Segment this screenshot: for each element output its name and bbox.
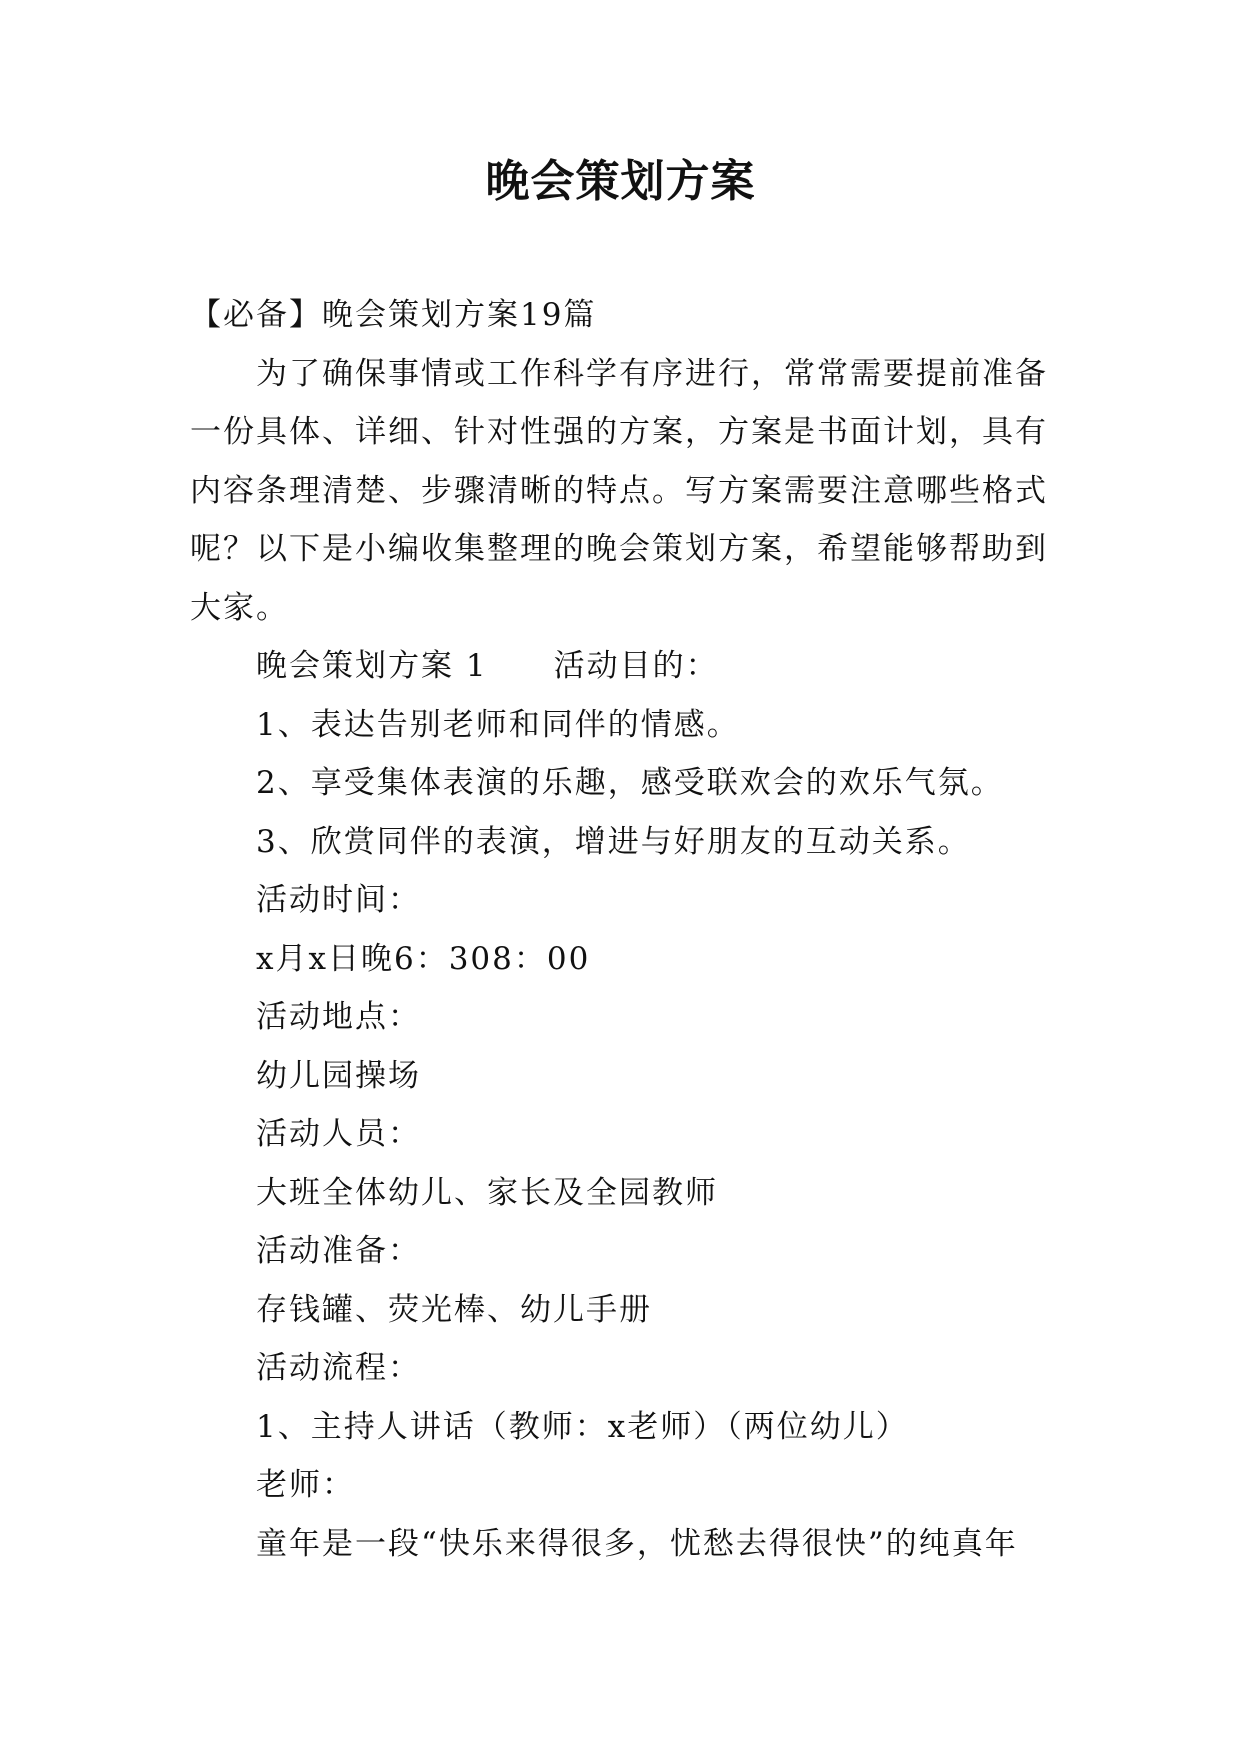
body-line: 1、表达告别老师和同伴的情感。	[256, 706, 740, 743]
body-line: 存钱罐、荧光棒、幼儿手册	[256, 1291, 652, 1328]
intro-line: 内容条理清楚、步骤清晰的特点。写方案需要注意哪些格式	[190, 472, 1048, 509]
section-heading-line	[190, 637, 1050, 696]
body-line: 活动流程：	[256, 1350, 421, 1386]
body-line: 老师：	[256, 1467, 355, 1503]
body-line: 大班全体幼儿、家长及全园教师	[256, 1174, 718, 1211]
document-subtitle: 【必备】晚会策划方案19篇	[190, 297, 597, 333]
body-line: 活动时间：	[256, 882, 421, 918]
document-body	[190, 286, 1050, 1573]
body-line: 童年是一段“快乐来得很多，忧愁去得很快”的纯真年	[256, 1525, 1018, 1562]
body-line: 1、主持人讲话（教师：x老师）（两位幼儿）	[256, 1408, 909, 1445]
body-line: 活动准备：	[256, 1233, 421, 1269]
intro-line: 呢？以下是小编收集整理的晚会策划方案，希望能够帮助到	[190, 531, 1048, 567]
intro-line: 一份具体、详细、针对性强的方案，方案是书面计划，具有	[190, 414, 1048, 450]
document-title: 晚会策划方案	[485, 156, 756, 207]
body-line: 幼儿园操场	[256, 1057, 421, 1094]
intro-line: 大家。	[190, 589, 289, 626]
section-heading: 晚会策划方案 1	[256, 648, 488, 684]
body-line: x月x日晚6：308：00	[256, 940, 591, 977]
body-line: 2、享受集体表演的乐趣，感受联欢会的欢乐气氛。	[256, 765, 1004, 801]
body-line: 活动人员：	[256, 1116, 421, 1152]
intro-line: 为了确保事情或工作科学有序进行，常常需要提前准备	[256, 355, 1048, 392]
section-label: 活动目的：	[553, 648, 719, 684]
body-line: 3、欣赏同伴的表演，增进与好朋友的互动关系。	[256, 823, 971, 860]
body-line: 活动地点：	[256, 999, 421, 1035]
